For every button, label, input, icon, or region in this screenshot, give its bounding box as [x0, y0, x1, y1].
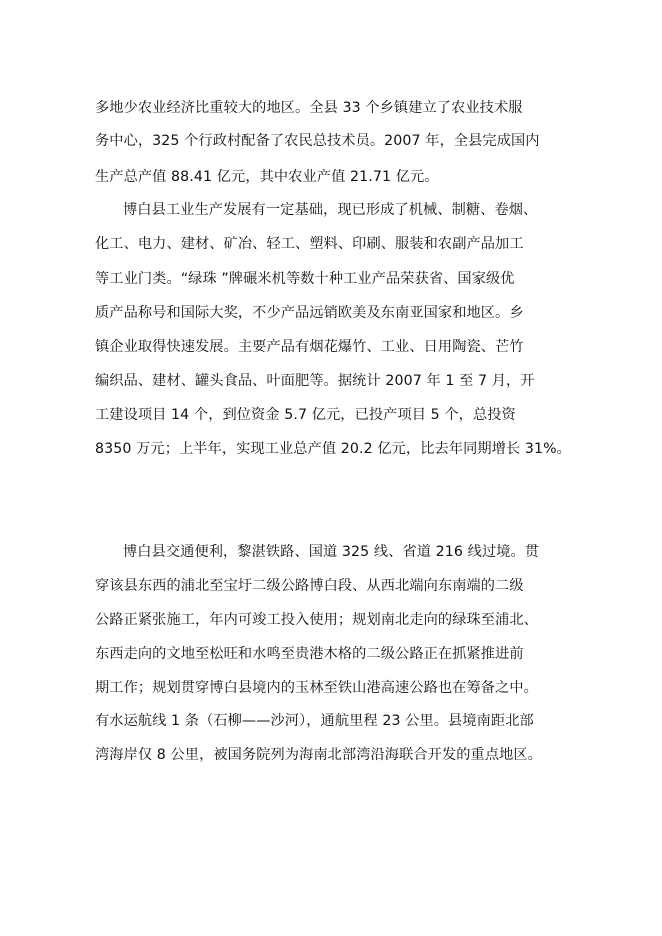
text-line: 有水运航线 1 条（石柳——沙河），通航里程 23 公里。县境南距北部 — [95, 713, 534, 729]
text-line: 博白县交通便利，黎湛铁路、国道 325 线、省道 216 线过境。贯 — [123, 544, 540, 560]
text-line: 东西走向的文地至松旺和水鸣至贵港木格的二级公路正在抓紧推进前 — [95, 646, 524, 662]
text-line: 化工、电力、建材、矿冶、轻工、塑料、印刷、服装和农副产品加工 — [95, 236, 524, 252]
text-line: 湾海岸仅 8 公里，被国务院列为海南北部湾沿海联合开发的重点地区。 — [95, 747, 542, 763]
text-line: 8350 万元；上半年，实现工业总产值 20.2 亿元，比去年同期增长 31%。 — [95, 441, 571, 457]
text-line: 工建设项目 14 个，到位资金 5.7 亿元，已投产项目 5 个，总投资 — [95, 407, 516, 423]
text-line: 镇企业取得快速发展。主要产品有烟花爆竹、工业、日用陶瓷、芒竹 — [95, 339, 524, 355]
text-line: 生产总产值 88.41 亿元，其中农业产值 21.71 亿元。 — [95, 169, 439, 185]
text-line: 穿该县东西的浦北至宝圩二级公路博白段、从西北端向东南端的二级 — [95, 578, 524, 594]
text-line: 编织品、建材、罐头食品、叶面肥等。据统计 2007 年 1 至 7 月，开 — [95, 373, 535, 389]
text-line: 多地少农业经济比重较大的地区。全县 33 个乡镇建立了农业技术服 — [95, 100, 523, 116]
text-line: 期工作；规划贯穿博白县境内的玉林至铁山港高速公路也在筹备之中。 — [95, 680, 538, 696]
text-line: 务中心，325 个行政村配备了农民总技术员。2007 年，全县完成国内 — [95, 133, 540, 149]
text-line: 公路正紧张施工，年内可竣工投入使用；规划南北走向的绿珠至浦北、 — [95, 612, 538, 628]
text-line: 质产品称号和国际大奖，不少产品远销欧美及东南亚国家和地区。乡 — [95, 305, 524, 321]
text-line: 博白县工业生产发展有一定基础，现已形成了机械、制糖、卷烟、 — [123, 202, 538, 218]
text-line: 等工业门类。“绿珠 ”牌碾米机等数十种工业产品荣获省、国家级优 — [95, 271, 515, 287]
